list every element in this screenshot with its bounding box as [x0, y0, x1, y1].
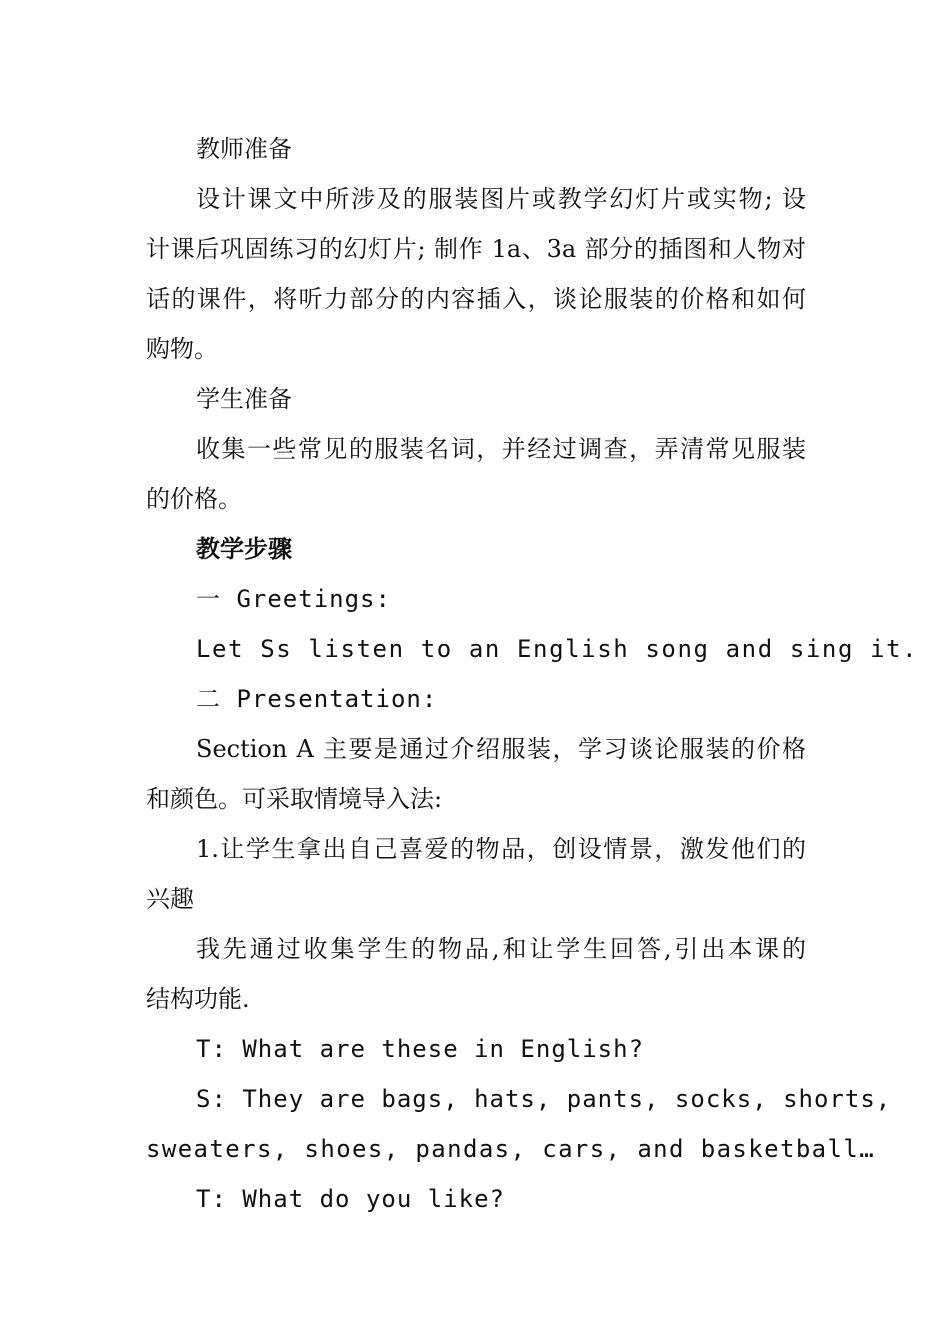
paragraph-line: 兴趣	[146, 885, 194, 913]
paragraph-line: 购物。	[146, 335, 218, 363]
paragraph-line: 话的课件，将听力部分的内容插入，谈论服装的价格和如何	[146, 285, 806, 313]
paragraph-line: 1.让学生拿出自己喜爱的物品，创设情景，激发他们的	[196, 835, 806, 863]
paragraph-line: 收集一些常见的服装名词，并经过调查，弄清常见服装	[196, 435, 806, 463]
steps-heading: 教学步骤	[196, 534, 292, 563]
paragraph-line: Section A 主要是通过介绍服装，学习谈论服装的价格	[196, 735, 806, 763]
paragraph-line: 设计课文中所涉及的服装图片或教学幻灯片或实物; 设	[196, 185, 806, 213]
paragraph-line: 和颜色。可采取情境导入法:	[146, 785, 443, 813]
paragraph-line: 结构功能.	[146, 985, 250, 1013]
teacher-prep-heading: 教师准备	[196, 135, 292, 163]
greetings-text: Let Ss listen to an English song and sing it.	[196, 635, 919, 663]
greetings-title: 一 Greetings:	[196, 585, 391, 613]
paragraph-line: 我先通过收集学生的物品,和让学生回答,引出本课的	[196, 935, 806, 963]
dialogue-line: S: They are bags, hats, pants, socks, shorts,	[196, 1085, 892, 1113]
paragraph-line: 计课后巩固练习的幻灯片; 制作 1a、3a 部分的插图和人物对	[146, 235, 806, 263]
presentation-title: 二 Presentation:	[196, 685, 438, 713]
dialogue-line: sweaters, shoes, pandas, cars, and basketball…	[146, 1135, 876, 1163]
paragraph-line: 的价格。	[146, 485, 242, 513]
dialogue-line: T: What are these in English?	[196, 1035, 645, 1063]
student-prep-heading: 学生准备	[196, 385, 292, 413]
dialogue-line: T: What do you like?	[196, 1185, 505, 1213]
